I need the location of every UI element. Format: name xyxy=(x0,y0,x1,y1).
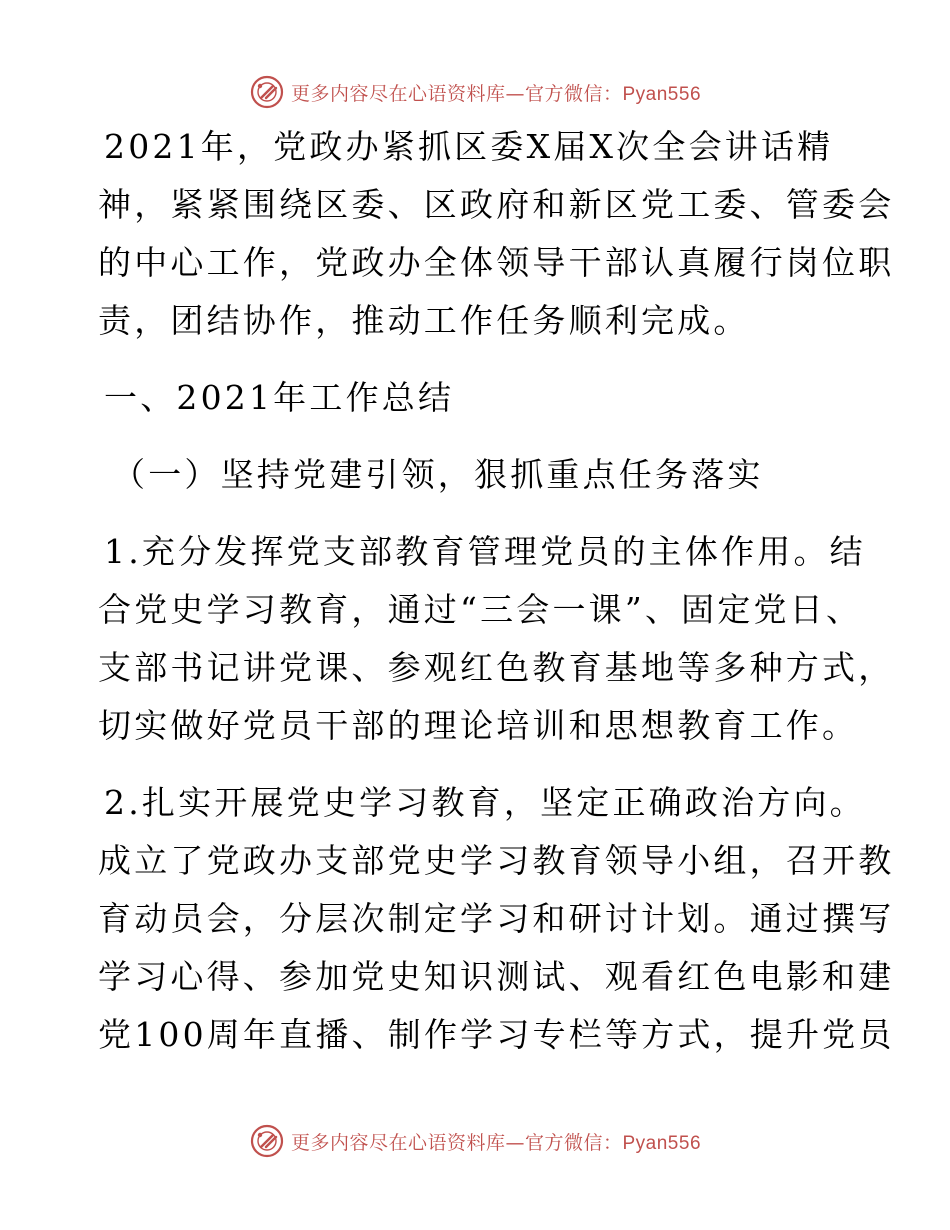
item2-line-4: 学习心得、参加党史知识测试、观看红色电影和建 xyxy=(98,957,895,996)
item1-line-4: 切实做好党员干部的理论培训和思想教育工作。 xyxy=(98,706,859,745)
watermark-text: 更多内容尽在心语资料库—官方微信：Pyan556 xyxy=(290,82,702,105)
intro-line-2: 神，紧紧围绕区委、区政府和新区党工委、管委会 xyxy=(98,185,895,224)
item2-line-5: 党100周年直播、制作学习专栏等方式，提升党员 xyxy=(98,1015,895,1054)
watermark-text: 更多内容尽在心语资料库—官方微信：Pyan556 xyxy=(290,1131,702,1154)
item1-line-3: 支部书记讲党课、参观红色教育基地等多种方式， xyxy=(98,648,895,687)
item2-line-2: 成立了党政办支部党史学习教育领导小组，召开教 xyxy=(98,841,895,880)
logo-seal-icon xyxy=(249,1123,285,1159)
item1-line-1: 1.充分发挥党支部教育管理党员的主体作用。结 xyxy=(104,532,866,571)
subsection-heading: （一）坚持党建引领，狠抓重点任务落实 xyxy=(112,455,764,494)
section-heading: 一、2021年工作总结 xyxy=(104,378,455,417)
item1-line-2: 合党史学习教育，通过“三会一课”、固定党日、 xyxy=(98,590,863,629)
footer-watermark xyxy=(0,1121,950,1161)
item2-line-1: 2.扎实开展党史学习教育，坚定正确政治方向。 xyxy=(104,783,866,822)
item2-line-3: 育动员会，分层次制定学习和研讨计划。通过撰写 xyxy=(98,899,895,938)
intro-line-3: 的中心工作，党政办全体领导干部认真履行岗位职 xyxy=(98,243,895,282)
intro-line-1: 2021年，党政办紧抓区委X届X次全会讲话精 xyxy=(104,127,834,166)
header-watermark xyxy=(0,72,950,112)
intro-line-4: 责，团结协作，推动工作任务顺利完成。 xyxy=(98,301,750,340)
logo-seal-icon xyxy=(249,74,285,110)
document-body xyxy=(98,118,895,1064)
